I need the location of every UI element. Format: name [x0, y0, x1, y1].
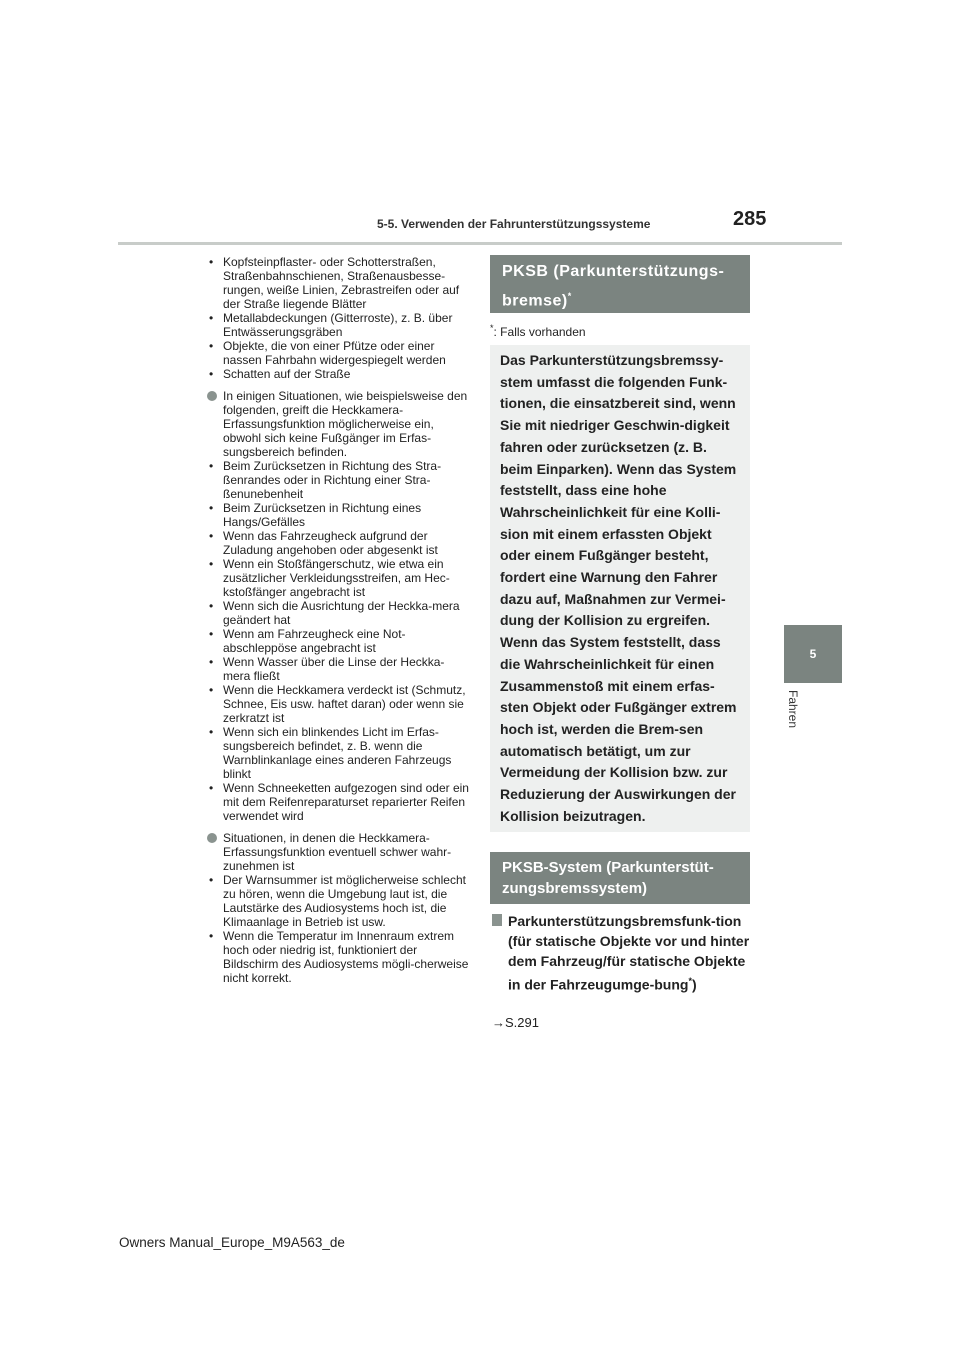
list-item: • Beim Zurücksetzen in Richtung des Stra-ßenrandes oder in Richtung einer Stra-ßenunebenheit	[207, 459, 469, 501]
list-item: • Schatten auf der Straße	[207, 367, 469, 381]
list-item: • Metallabdeckungen (Gitterroste), z. B. über Entwässerungsgräben	[207, 311, 469, 339]
group-lead: Situationen, in denen die Heckkamera-Erfassungsfunktion eventuell schwer wahr-zunehmen ist	[223, 831, 452, 873]
asterisk-mark: *	[567, 291, 572, 301]
circle-bullet-icon	[207, 833, 217, 843]
footer-document-id: Owners Manual_Europe_M9A563_de	[119, 1235, 345, 1250]
footnote-text: : Falls vorhanden	[493, 325, 586, 339]
list-item: • Wenn das Fahrzeugheck aufgrund der Zuladung angehoben oder abgesenkt ist	[207, 529, 469, 557]
circle-group	[207, 831, 469, 873]
square-bullet-icon	[492, 914, 502, 926]
list-item: • Wenn ein Stoßfängerschutz, wie etwa ein zusätzlicher Verkleidungsstreifen, am Hec-kstoßfänger angebracht ist	[207, 557, 469, 599]
list-item: • Kopfsteinpflaster- oder Schotterstraßen, Straßenbahnschienen, Straßenausbesse-rungen, weiße Linien, Zebrastreifen oder auf der Straße liegende Blätter	[207, 255, 469, 311]
list-item: • Wenn die Heckkamera verdeckt ist (Schmutz, Schnee, Eis usw. haftet daran) oder wenn sie zerkratzt ist	[207, 683, 469, 725]
chapter-label: Fahren	[786, 690, 800, 729]
header-rule	[118, 242, 842, 245]
chapter-number: 5	[809, 647, 817, 661]
subheading-close: )	[691, 976, 697, 993]
circle-group	[207, 389, 469, 459]
list-item: • Wenn am Fahrzeugheck eine Not-abschleppöse angebracht ist	[207, 627, 469, 655]
list-item: • Wenn sich die Ausrichtung der Heckka-mera geändert hat	[207, 599, 469, 627]
section-heading-pksb	[490, 255, 750, 313]
page-number: 285	[733, 208, 767, 230]
subheading-text	[492, 911, 754, 995]
section-heading-pksb-system	[490, 852, 750, 904]
list-item: • Wenn Wasser über die Linse der Heckka-mera fließt	[207, 655, 469, 683]
subheading-main: Parkunterstützungsbremsfunk-tion (für statische Objekte vor und hinter dem Fahrzeug/für statische Objekte in der Fahrzeugumge-bung	[508, 913, 750, 993]
list-item: • Wenn sich ein blinkendes Licht im Erfas-sungsbereich befindet, z. B. wenn die Warnblinkanlage eines anderen Fahrzeugs blinkt	[207, 725, 469, 781]
list-item: • Der Warnsummer ist möglicherweise schlecht zu hören, wenn die Umgebung laut ist, die Lautstärke des Audiosystems hoch ist, die Klimaanlage in Betrieb ist usw.	[207, 873, 469, 929]
circle-bullet-icon	[207, 391, 217, 401]
chapter-tab	[784, 625, 842, 683]
list-item: • Objekte, die von einer Pfütze oder einer nassen Fahrbahn widergespiegelt werden	[207, 339, 469, 367]
intro-text: Das Parkunterstützungsbremssy-stem umfasst die folgenden Funk-tionen, die einsatzbereit sind, wenn Sie mit niedriger Geschwin-digkeit fahren oder zurücksetzen (z. B. beim Einparken). Wenn das System feststellt, dass eine hohe Wahrscheinlichkeit für eine Kolli-sion mit einem erfassten Objekt oder einem Fußgänger besteht, fordert eine Warnung den Fahrer dazu auf, Maßnahmen zur Vermei-dung der Kollision zu ergreifen. Wenn das System feststellt, dass die Wahrscheinlichkeit für einen Zusammenstoß mit einem erfas-sten Objekt oder Fußgänger extrem hoch ist, werden die Brem-sen automatisch betätigt, um zur Vermeidung der Kollision bzw. zur Reduzierung der Auswirkungen der Kollision beizutragen.	[500, 352, 737, 824]
asterisk-mark: *	[688, 976, 692, 986]
running-header-title: 5-5. Verwenden der Fahrunterstützungssysteme	[377, 217, 651, 231]
footnote	[490, 323, 586, 339]
footnote-mark: *	[490, 323, 494, 333]
subheading	[492, 911, 754, 995]
list-item: • Wenn Schneeketten aufgezogen sind oder ein mit dem Reifenreparaturset reparierter Reifen verwendet wird	[207, 781, 469, 823]
section-heading-text: PKSB-System (Parkunterstüt-zungsbremssystem)	[502, 859, 714, 897]
intro-box	[490, 345, 750, 832]
left-column	[207, 255, 469, 985]
section-heading-text: PKSB (Parkunterstützungs-bremse)	[502, 263, 725, 310]
page-reference-link[interactable]: →S.291	[492, 1015, 539, 1030]
group-lead: In einigen Situationen, wie beispielsweise den folgenden, greift die Heckkamera-Erfassungsfunktion möglicherweise ein, obwohl sich keine Fußgänger im Erfas-sungsbereich befinden.	[223, 389, 468, 459]
list-item: • Wenn die Temperatur im Innenraum extrem hoch oder niedrig ist, funktioniert der Bildschirm des Audiosystems mögli-cherweise nicht korrekt.	[207, 929, 469, 985]
list-item: • Beim Zurücksetzen in Richtung eines Hangs/Gefälles	[207, 501, 469, 529]
